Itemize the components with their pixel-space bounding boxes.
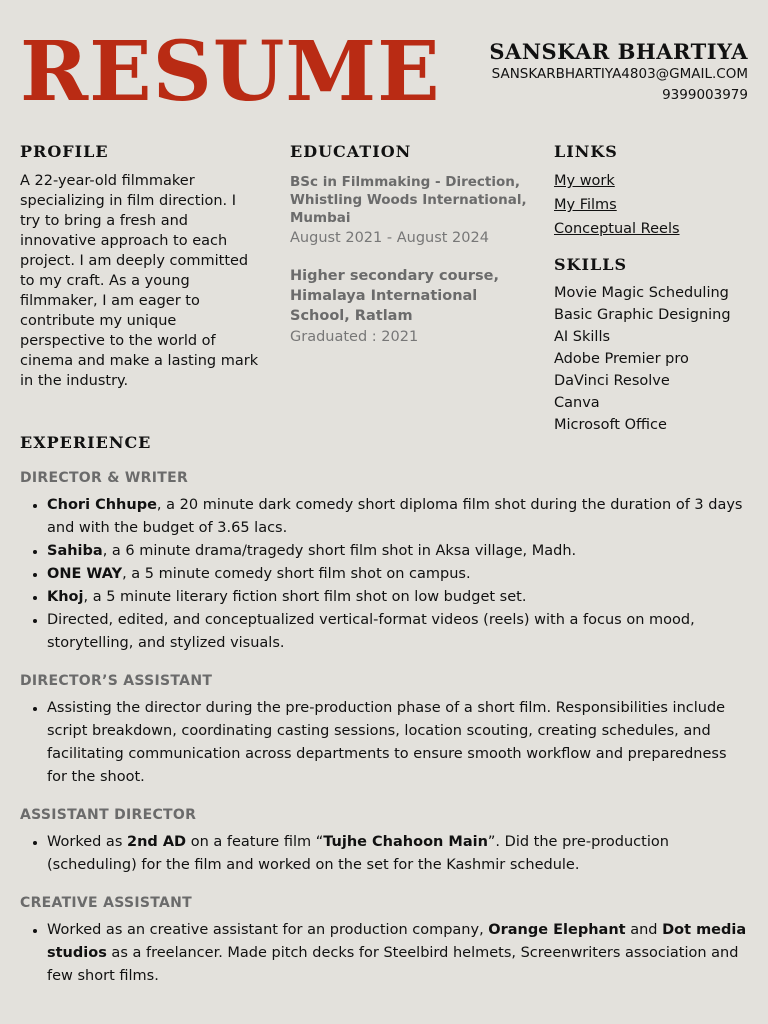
bullet-text: Worked as an creative assistant for an production company, [47,922,489,938]
bullet-text: , a 20 minute dark comedy short diploma film shot during the duration of 3 days and with the budget of 3.65 lacs. [47,497,743,536]
film-title: Chori Chhupe [47,497,157,513]
email-address[interactable]: SANSKARBHARTIYA4803@GMAIL.COM [491,66,748,82]
bullet-text: , a 5 minute comedy short film shot on campus. [122,566,471,582]
skills-list [554,282,759,436]
education-item [290,173,530,248]
list-item [47,494,750,540]
list-item [47,831,750,877]
link-my-work[interactable]: My work [554,173,615,189]
list-item [47,697,750,789]
link-my-films[interactable]: My Films [554,197,617,213]
skill-item: Adobe Premier pro [554,351,689,367]
skill-item: Canva [554,395,600,411]
list-item [47,540,750,563]
highlight-text: 2nd AD [126,834,187,850]
role-bullets [20,697,750,789]
bullet-text: Directed, edited, and conceptualized vertical-format videos (reels) with a focus on mood, storytelling, and stylized visuals. [47,612,695,651]
education-item [290,266,530,347]
list-item [47,586,750,609]
bullet-text: Assisting the director during the pre-production phase of a short film. Responsibilities include script breakdown, coordinating casting sessions, location scouting, creating schedules, and facilitating communication across departments to ensure smooth workflow and preparedness for the shoot. [47,700,727,785]
highlight-text: Orange Elephant [488,922,626,938]
role-title: DIRECTOR & WRITER [20,470,189,486]
candidate-name: SANSKAR BHARTIYA [489,39,748,64]
bullet-text: Worked as [47,834,127,850]
film-title: Sahiba [47,543,103,559]
education-date: Graduated : 2021 [290,329,419,345]
resume-title: RESUME [20,24,441,120]
bullet-text: , a 6 minute drama/tragedy short film shot in Aksa village, Madh. [102,543,577,559]
phone-number[interactable]: 9399003979 [662,87,748,103]
role-bullets [20,919,750,988]
skill-item: Movie Magic Scheduling [554,285,729,301]
highlight-text: Dot media studios [47,922,747,961]
role-title: CREATIVE ASSISTANT [20,895,193,911]
bullet-text: as a freelancer. Made pitch decks for Steelbird helmets, Screenwriters association and few short films. [47,945,739,984]
degree-title: Higher secondary course, Himalaya International School, Ratlam [290,268,500,324]
role-title: DIRECTOR’S ASSISTANT [20,673,213,689]
links-heading: LINKS [554,142,618,161]
education-section [290,142,530,347]
list-item [47,609,750,655]
list-item [47,563,750,586]
education-date: August 2021 - August 2024 [290,230,489,246]
bullet-text: , a 5 minute literary fiction short film shot on low budget set. [83,589,527,605]
education-heading: EDUCATION [290,142,412,161]
highlight-text: Tujhe Chahoon Main [323,834,488,850]
links-skills-column [554,142,759,436]
role-bullets [20,831,750,877]
profile-heading: PROFILE [20,142,109,161]
bullet-text: ”. Did the pre-production (scheduling) for the film and worked on the set for the Kashmir schedule. [47,834,669,873]
skill-item: Basic Graphic Designing [554,307,731,323]
degree-title: BSc in Filmmaking - Direction, Whistling Woods International, Mumbai [290,174,527,226]
skill-item: Microsoft Office [554,417,667,433]
experience-heading: EXPERIENCE [20,433,152,452]
profile-section [20,142,260,391]
film-title: ONE WAY [47,566,123,582]
bullet-text: on a feature film “ [186,834,324,850]
experience-section [20,433,750,988]
role-title: ASSISTANT DIRECTOR [20,807,197,823]
link-conceptual-reels[interactable]: Conceptual Reels [554,221,680,237]
links-list [554,169,759,241]
film-title: Khoj [47,589,84,605]
skill-item: AI Skills [554,329,611,345]
role-bullets [20,494,750,655]
skills-heading: SKILLS [554,255,627,274]
list-item [47,919,750,988]
contact-header [489,40,748,106]
profile-text: A 22-year-old filmmaker specializing in film direction. I try to bring a fresh and innovative approach to each project. I am deeply committed to my craft. As a young filmmaker, I am eager to contribute my unique perspective to the world of cinema and make a lasting mark in the industry. [20,173,259,389]
skill-item: DaVinci Resolve [554,373,670,389]
bullet-text: and [625,922,663,938]
